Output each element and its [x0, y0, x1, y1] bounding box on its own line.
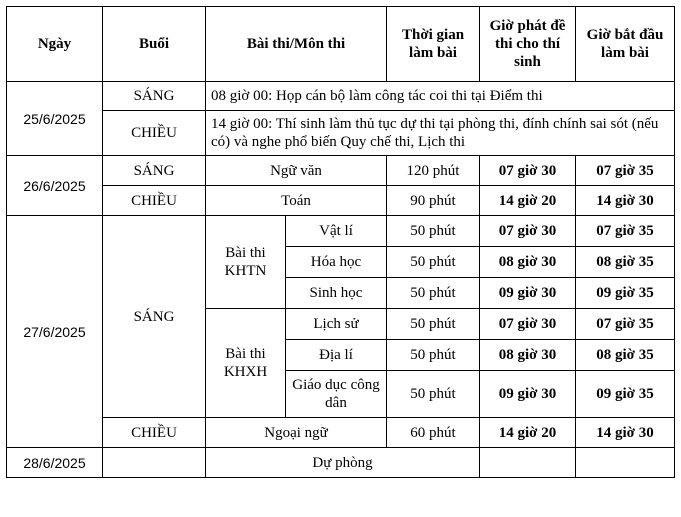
start-time-cell: 09 giờ 35 — [576, 371, 675, 418]
start-time-cell: 08 giờ 35 — [576, 340, 675, 371]
date-cell: 27/6/2025 — [7, 216, 103, 448]
session-cell: SÁNG — [103, 216, 206, 418]
header-distribute-time: Giờ phát đề thi cho thí sinh — [480, 7, 576, 82]
session-cell-empty — [103, 448, 206, 478]
distribute-time-cell: 14 giờ 20 — [480, 418, 576, 448]
header-session: Buổi — [103, 7, 206, 82]
group-cell-khtn: Bài thi KHTN — [206, 216, 286, 309]
start-time-cell: 14 giờ 30 — [576, 186, 675, 216]
subject-cell: Sinh học — [286, 278, 387, 309]
group-cell-khxh: Bài thi KHXH — [206, 309, 286, 418]
duration-cell: 50 phút — [387, 371, 480, 418]
table-row — [7, 186, 675, 216]
duration-cell: 50 phút — [387, 216, 480, 247]
distribute-time-cell: 14 giờ 20 — [480, 186, 576, 216]
subject-cell: Giáo dục công dân — [286, 371, 387, 418]
session-cell: CHIỀU — [103, 186, 206, 216]
duration-cell: 50 phút — [387, 309, 480, 340]
subject-cell: Toán — [206, 186, 387, 216]
header-start-time: Giờ bắt đầu làm bài — [576, 7, 675, 82]
header-row — [7, 7, 675, 82]
duration-cell: 50 phút — [387, 340, 480, 371]
subject-cell: Lịch sử — [286, 309, 387, 340]
date-cell: 26/6/2025 — [7, 156, 103, 216]
subject-cell: Hóa học — [286, 247, 387, 278]
distribute-time-cell: 09 giờ 30 — [480, 278, 576, 309]
subject-cell: Địa lí — [286, 340, 387, 371]
table-row — [7, 448, 675, 478]
distribute-time-cell: 08 giờ 30 — [480, 247, 576, 278]
header-subject: Bài thi/Môn thi — [206, 7, 387, 82]
session-cell: CHIỀU — [103, 111, 206, 156]
date-cell: 28/6/2025 — [7, 448, 103, 478]
table-row — [7, 216, 675, 247]
start-time-cell: 07 giờ 35 — [576, 156, 675, 186]
start-time-cell: 14 giờ 30 — [576, 418, 675, 448]
empty-cell — [576, 448, 675, 478]
duration-cell: 120 phút — [387, 156, 480, 186]
table-row — [7, 82, 675, 111]
empty-cell — [480, 448, 576, 478]
duration-cell: 90 phút — [387, 186, 480, 216]
session-cell: CHIỀU — [103, 418, 206, 448]
session-cell: SÁNG — [103, 82, 206, 111]
subject-cell: Vật lí — [286, 216, 387, 247]
start-time-cell: 08 giờ 35 — [576, 247, 675, 278]
distribute-time-cell: 08 giờ 30 — [480, 340, 576, 371]
table-row — [7, 111, 675, 156]
subject-cell: Ngữ văn — [206, 156, 387, 186]
session-cell: SÁNG — [103, 156, 206, 186]
distribute-time-cell: 09 giờ 30 — [480, 371, 576, 418]
duration-cell: 50 phút — [387, 247, 480, 278]
table-row — [7, 156, 675, 186]
distribute-time-cell: 07 giờ 30 — [480, 216, 576, 247]
note-cell: 08 giờ 00: Họp cán bộ làm công tác coi thi tại Điểm thi — [206, 82, 675, 111]
start-time-cell: 07 giờ 35 — [576, 309, 675, 340]
table-row — [7, 418, 675, 448]
distribute-time-cell: 07 giờ 30 — [480, 156, 576, 186]
start-time-cell: 07 giờ 35 — [576, 216, 675, 247]
header-date: Ngày — [7, 7, 103, 82]
reserve-cell: Dự phòng — [206, 448, 480, 478]
duration-cell: 60 phút — [387, 418, 480, 448]
subject-cell: Ngoại ngữ — [206, 418, 387, 448]
distribute-time-cell: 07 giờ 30 — [480, 309, 576, 340]
note-cell: 14 giờ 00: Thí sinh làm thủ tục dự thi tại phòng thi, đính chính sai sót (nếu có) và nghe phổ biến Quy chế thi, Lịch thi — [206, 111, 675, 156]
exam-schedule-table — [6, 6, 675, 478]
date-cell: 25/6/2025 — [7, 82, 103, 156]
start-time-cell: 09 giờ 35 — [576, 278, 675, 309]
duration-cell: 50 phút — [387, 278, 480, 309]
header-duration: Thời gian làm bài — [387, 7, 480, 82]
